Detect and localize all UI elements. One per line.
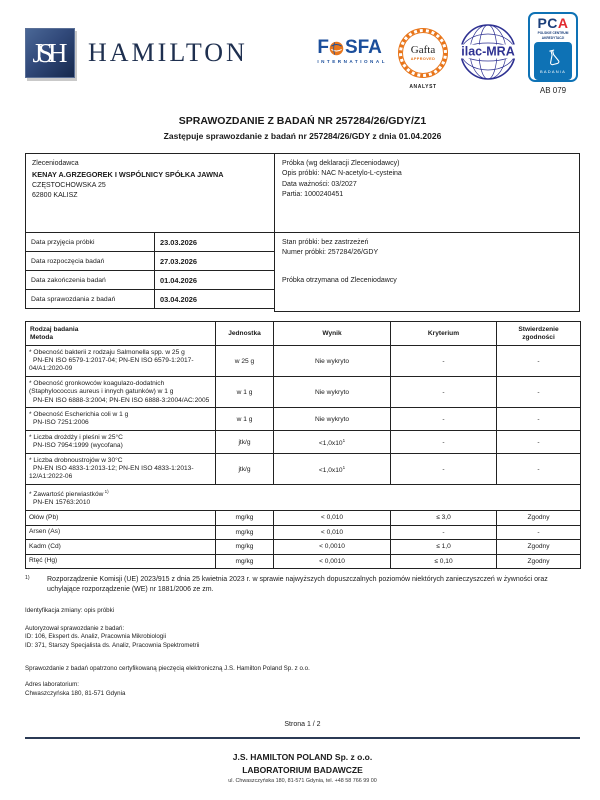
- conformity-cell: -: [497, 431, 581, 454]
- results-section-row: [26, 485, 581, 511]
- result-cell: < 0,010: [274, 511, 391, 525]
- date-label: Data zakończenia badań: [25, 270, 155, 290]
- col-header-test: Rodzaj badania Metoda: [26, 322, 216, 346]
- date-label: Data sprawozdania z badań: [25, 289, 155, 309]
- result-cell: $<1,0x10^1$: [274, 431, 391, 454]
- sample-state-cell: [274, 232, 580, 312]
- test-name-cell: Ołów (Pb): [26, 511, 216, 525]
- col-header-conformity: Stwierdzenie zgodności: [497, 322, 581, 346]
- notes-block: [25, 607, 580, 698]
- sample-header: Próbka (wg deklaracji Zleceniodawcy): [282, 160, 400, 167]
- date-value: 27.03.2026: [154, 251, 275, 271]
- report-subtitle: Zastępuje sprawozdanie z badań nr 257284/26/GDY z dnia 01.04.2026: [163, 131, 442, 141]
- criterion-cell: -: [391, 454, 497, 485]
- result-cell: Nie wykryto: [274, 408, 391, 431]
- date-row: [25, 251, 275, 271]
- gafta-approved-label: APPROVED: [410, 57, 436, 61]
- sample-expiry: Data ważności: 03/2027: [282, 180, 357, 188]
- unit-cell: mg/kg: [216, 511, 274, 525]
- result-cell: < 0,0010: [274, 554, 391, 568]
- results-row: [26, 525, 581, 539]
- result-cell: < 0,010: [274, 525, 391, 539]
- client-address-line2: 62800 KALISZ: [32, 192, 78, 200]
- pca-acronym: [537, 17, 568, 29]
- date-row: [25, 289, 275, 309]
- ilac-label: ilac-MRA: [461, 44, 515, 59]
- criterion-cell: -: [391, 525, 497, 539]
- report-title: SPRAWOZDANIE Z BADAŃ NR 257284/26/GDY/Z1: [178, 115, 427, 127]
- unit-cell: w 1 g: [216, 377, 274, 408]
- footer-divider: [25, 737, 580, 739]
- conformity-cell: -: [497, 346, 581, 377]
- gafta-wreath-icon: [399, 29, 447, 77]
- conformity-cell: -: [497, 525, 581, 539]
- test-name-cell: * Obecność Escherichia coli w 1 g PN-ISO 7251:2006: [26, 408, 216, 431]
- date-row: [25, 270, 275, 290]
- lab-address-block: [25, 681, 580, 698]
- conformity-cell: Zgodny: [497, 540, 581, 554]
- col-header-unit: Jednostka: [216, 322, 274, 346]
- sample-info-box: [25, 153, 580, 312]
- test-name-cell: * Obecność bakterii z rodzaju Salmonella spp. w 25 g PN-EN ISO 6579-1:2017-04; PN-EN ISO 6579-1:2017-04/A1:2020-09: [26, 346, 216, 377]
- authorized-block: [25, 625, 580, 651]
- footnote-text: Rozporządzenie Komisji (UE) 2023/915 z dnia 25 kwietnia 2023 r. w sprawie najwyższych dopuszczalnych poziomów niektórych zanieczyszczeń w żywności oraz uchylające rozporządzenie (WE) nr 1881/2006 ze zm.: [47, 575, 548, 593]
- conformity-cell: Zgodny: [497, 554, 581, 568]
- result-cell: $<1,0x10^1$: [274, 454, 391, 485]
- footer-division: LABORATORIUM BADAWCZE: [242, 765, 363, 776]
- criterion-cell: -: [391, 408, 497, 431]
- unit-cell: mg/kg: [216, 554, 274, 568]
- results-table: [25, 321, 581, 569]
- sample-received: Próbka otrzymana od Zleceniodawcy: [282, 276, 397, 284]
- pca-flask-icon: [541, 46, 564, 69]
- lab-address: Chwaszczyńska 180, 81-571 Gdynia: [25, 689, 126, 697]
- authorized-person-2: ID: 371, Starszy Specjalista ds. Analiz, Pracownia Spektrometrii: [25, 641, 200, 649]
- test-name-cell: * Liczba drożdży i pleśni w 25°C PN-ISO 7954:1999 (wycofana): [26, 431, 216, 454]
- sample-description: Opis próbki: NAC N-acetylo-L-cysteina: [282, 170, 402, 178]
- section-title-cell: * Zawartość pierwiastków $^{1)}$ PN-EN 15763:2010: [26, 485, 581, 511]
- criterion-cell: ≤ 1,0: [391, 540, 497, 554]
- fosfa-logo: [317, 39, 387, 64]
- info-right-column: [274, 153, 580, 312]
- date-label: Data przyjęcia próbki: [25, 232, 155, 252]
- criterion-cell: ≤ 3,0: [391, 511, 497, 525]
- pca-acronym-pc: PC: [537, 15, 558, 31]
- results-row: [26, 377, 581, 408]
- sample-batch: Partia: 1000240451: [282, 191, 344, 199]
- pca-card: [528, 12, 578, 82]
- brand-name: HAMILTON: [88, 38, 248, 67]
- results-row: [26, 540, 581, 554]
- fosfa-globe-icon: [329, 41, 344, 56]
- conformity-cell: -: [497, 454, 581, 485]
- results-header-row: [26, 322, 581, 346]
- authorized-header: Autoryzował sprawozdanie z badań:: [25, 624, 125, 632]
- test-name-cell: Rtęć (Hg): [26, 554, 216, 568]
- result-cell: Nie wykryto: [274, 377, 391, 408]
- jsh-hamilton-logo: [25, 28, 248, 78]
- test-name-cell: Kadm (Cd): [26, 540, 216, 554]
- date-value: 03.04.2026: [154, 289, 275, 309]
- date-value: 01.04.2026: [154, 270, 275, 290]
- criterion-cell: ≤ 0,10: [391, 554, 497, 568]
- info-left-column: [25, 153, 275, 312]
- electronic-seal-note: Sprawozdanie z badań opatrzono certyfikowaną pieczęcią elektroniczną J.S. Hamilton Poland Sp. z o.o.: [25, 665, 310, 673]
- gafta-name: Gafta: [410, 44, 436, 56]
- date-row: [25, 232, 275, 252]
- conformity-cell: Zgodny: [497, 511, 581, 525]
- criterion-cell: -: [391, 377, 497, 408]
- col-header-criterion: Kryterium: [391, 322, 497, 346]
- results-tbody: [26, 346, 581, 569]
- results-row: [26, 554, 581, 568]
- gafta-analyst-label: ANALYST: [409, 84, 437, 90]
- pca-org-line1: POLSKIE CENTRUM: [537, 30, 569, 35]
- pca-logo: [526, 12, 580, 95]
- client-label: Zleceniodawca: [32, 160, 79, 167]
- results-row: [26, 408, 581, 431]
- fosfa-subtitle: INTERNATIONAL: [317, 59, 387, 64]
- footnote: [25, 575, 580, 594]
- unit-cell: jtk/g: [216, 431, 274, 454]
- jsh-monogram: JSH: [32, 37, 63, 68]
- fosfa-text-left: F: [317, 37, 329, 58]
- certification-logos: [317, 12, 580, 95]
- client-address-line1: CZĘSTOCHOWSKA 25: [32, 181, 106, 189]
- footer: [25, 752, 580, 784]
- unit-cell: w 25 g: [216, 346, 274, 377]
- results-row: [26, 454, 581, 485]
- pca-badge-label: BADANIA: [540, 69, 566, 75]
- unit-cell: w 1 g: [216, 408, 274, 431]
- pca-badge: [534, 42, 572, 80]
- client-cell: [25, 153, 275, 233]
- criterion-cell: -: [391, 431, 497, 454]
- lab-address-label: Adres laboratorium:: [25, 681, 79, 689]
- page-number: Strona 1 / 2: [284, 721, 321, 729]
- sample-number: Numer próbki: 257284/26/GDY: [282, 249, 379, 257]
- sample-condition: Stan próbki: bez zastrzeżeń: [282, 239, 369, 246]
- fosfa-text-right: SFA: [344, 37, 382, 58]
- unit-cell: mg/kg: [216, 540, 274, 554]
- client-name: KENAY A.GRZEGOREK I WSPÓLNICY SPÓŁKA JAWNA: [32, 169, 224, 179]
- footnote-marker: 1): [25, 574, 30, 581]
- fosfa-wordmark: [317, 39, 387, 57]
- criterion-cell: -: [391, 346, 497, 377]
- test-name-cell: * Liczba drobnoustrojów w 30°C PN-EN ISO 4833-1:2013-12; PN-EN ISO 4833-1:2013-12/A1:2022-06: [26, 454, 216, 485]
- result-cell: Nie wykryto: [274, 346, 391, 377]
- pca-accreditation-number: AB 079: [539, 86, 567, 95]
- date-value: 23.03.2026: [154, 232, 275, 252]
- pca-org-line2: AKREDYTACJI: [541, 36, 565, 41]
- test-name-cell: Arsen (As): [26, 525, 216, 539]
- results-row: [26, 511, 581, 525]
- test-name-cell: * Obecność gronkowców koagulazo-dodatnich (Staphylococcus aureus i innych gatunków) w 1 g PN-EN ISO 6888-3:2004; PN-EN ISO 6888-3:2004/AC:2005: [26, 377, 216, 408]
- jsh-monogram-icon: [25, 28, 75, 78]
- unit-cell: jtk/g: [216, 454, 274, 485]
- results-row: [26, 346, 581, 377]
- pca-acronym-a: A: [557, 15, 569, 31]
- results-row: [26, 431, 581, 454]
- gafta-logo: [396, 29, 450, 90]
- footer-address: ul. Chwaszczyńska 180, 81-571 Gdynia, tel. +48 58 766 99 00: [228, 778, 377, 785]
- col-header-result: Wynik: [274, 322, 391, 346]
- result-cell: < 0,0010: [274, 540, 391, 554]
- date-label: Data rozpoczęcia badań: [25, 251, 155, 271]
- footer-company: J.S. HAMILTON POLAND Sp. z o.o.: [232, 752, 373, 763]
- sample-description-cell: [274, 153, 580, 233]
- unit-cell: mg/kg: [216, 525, 274, 539]
- ilac-mra-logo: [459, 23, 517, 86]
- change-identification: Identyfikacja zmiany: opis próbki: [25, 607, 115, 615]
- conformity-cell: -: [497, 377, 581, 408]
- conformity-cell: -: [497, 408, 581, 431]
- ilac-globe-icon: [459, 23, 517, 81]
- authorized-person-1: ID: 106, Ekspert ds. Analiz, Pracownia Mikrobiologii: [25, 633, 167, 641]
- header: [25, 12, 580, 106]
